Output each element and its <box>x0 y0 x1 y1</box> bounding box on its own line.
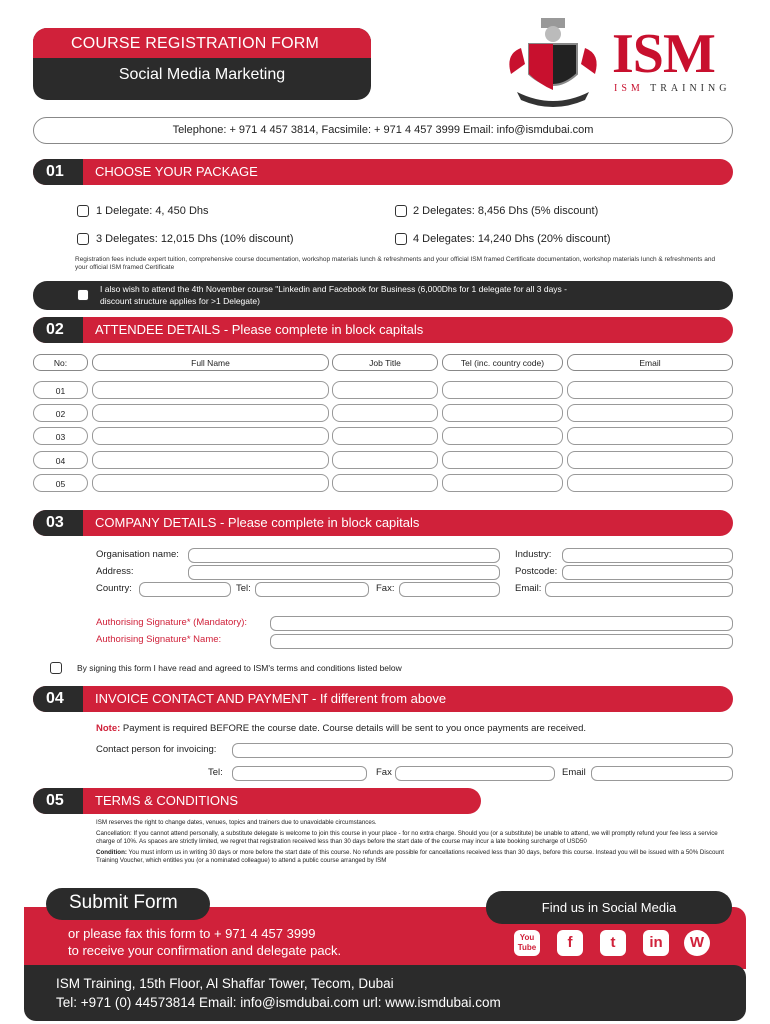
invoice-tel-input[interactable] <box>232 766 367 781</box>
email-input[interactable] <box>567 404 733 422</box>
extra-course-bar <box>33 281 733 310</box>
extra-course-line-2: discount structure applies for >1 Delegate) <box>100 296 260 306</box>
email-input[interactable] <box>567 427 733 445</box>
country-input[interactable] <box>139 582 231 597</box>
package-4-label: 4 Delegates: 14,240 Dhs (20% discount) <box>413 233 611 245</box>
row-number: 01 <box>33 381 88 399</box>
row-number: 02 <box>33 404 88 422</box>
form-title: COURSE REGISTRATION FORM <box>33 28 371 58</box>
email-input[interactable] <box>567 451 733 469</box>
section-title: COMPANY DETAILS - Please complete in block capitals <box>95 515 420 530</box>
section-01-header <box>33 159 733 185</box>
invoice-fax-input[interactable] <box>395 766 555 781</box>
full-name-input[interactable] <box>92 451 329 469</box>
payment-note: Note: Payment is required BEFORE the course date. Course details will be sent to you once payments are received. <box>96 723 587 734</box>
ism-crest-logo <box>503 14 603 114</box>
section-title: INVOICE CONTACT AND PAYMENT - If different from above <box>95 691 447 706</box>
ism-logo-text: ISM <box>612 23 715 85</box>
section-title: TERMS & CONDITIONS <box>95 793 239 808</box>
full-name-input[interactable] <box>92 474 329 492</box>
section-03-header <box>33 510 733 536</box>
contact-bar: Telephone: + 971 4 457 3814, Facsimile: + 971 4 457 3999 Email: info@ismdubai.com <box>33 117 733 144</box>
tel-input[interactable] <box>442 381 563 399</box>
invoice-tel-label: Tel: <box>208 767 223 778</box>
agree-terms-label: By signing this form I have read and agreed to ISM's terms and conditions listed below <box>77 663 402 673</box>
fees-note: Registration fees include expert tuition, comprehensive course documentation, workshop materials lunch & refreshments and your official ISM framed Certificate documentation, workshop materials lunch & refreshments and your official ISM framed Certificate <box>75 256 716 271</box>
submit-form-button[interactable]: Submit Form <box>46 888 210 920</box>
postcode-label: Postcode: <box>515 566 558 577</box>
facebook-icon[interactable]: f <box>557 930 583 956</box>
footer-address: ISM Training, 15th Floor, Al Shaffar Tower, Tecom, Dubai Tel: +971 (0) 44573814 Email: info@ismdubai.com url: www.ismdubai.com <box>24 965 746 1021</box>
course-name: Social Media Marketing <box>118 66 286 83</box>
wordpress-icon[interactable]: W <box>684 930 710 956</box>
tel-input[interactable] <box>442 474 563 492</box>
country-label: Country: <box>96 583 132 594</box>
section-number: 05 <box>33 788 83 814</box>
col-header-email: Email <box>567 354 733 371</box>
form-title-box <box>33 28 371 100</box>
col-header-job-title: Job Title <box>332 354 438 371</box>
tel-input[interactable] <box>442 404 563 422</box>
terms-condition: Condition: You must inform us in writing 30 days or more before the start date of this course. No refunds are possible for cancellations received less than 30 days, before this course. Instead you will be issued with a 50% Discount Training Voucher, which entitles you (or a nominated colleague) to attend a public course arranged by ISM <box>96 849 724 864</box>
terms-change: ISM reserves the right to change dates, venues, topics and trainers due to unavoidable circumstances. <box>96 819 377 826</box>
organisation-label: Organisation name: <box>96 549 179 560</box>
section-number: 01 <box>33 159 83 185</box>
twitter-icon[interactable]: t <box>600 930 626 956</box>
row-number: 04 <box>33 451 88 469</box>
terms-cancellation: Cancellation: If you cannot attend personally, a substitute delegate is welcome to join this course in your place - for no extra charge. Should you (or a substitute) be unable to attend, we will promptly refund your fee less a service charge of 10%. As spaces are strictly limited, we regret that registration received less than 30 days before the start date of the course may incur a late booking surcharge of USD50 <box>96 830 718 845</box>
agree-terms-checkbox[interactable] <box>50 662 62 674</box>
email-input[interactable] <box>567 474 733 492</box>
section-title: CHOOSE YOUR PACKAGE <box>95 164 258 179</box>
full-name-input[interactable] <box>92 381 329 399</box>
contact-person-input[interactable] <box>232 743 733 758</box>
signature-input[interactable] <box>270 616 733 631</box>
col-header-tel: Tel (inc. country code) <box>442 354 563 371</box>
full-name-input[interactable] <box>92 427 329 445</box>
job-title-input[interactable] <box>332 474 438 492</box>
company-email-input[interactable] <box>545 582 733 597</box>
section-title: ATTENDEE DETAILS - Please complete in block capitals <box>95 322 424 337</box>
package-2-checkbox[interactable] <box>395 205 407 217</box>
job-title-input[interactable] <box>332 381 438 399</box>
col-header-no: No: <box>33 354 88 371</box>
fax-instructions: or please fax this form to + 971 4 457 3999 to receive your confirmation and delegate pack. <box>68 926 342 958</box>
tel-label: Tel: <box>236 583 251 594</box>
linkedin-icon[interactable]: in <box>643 930 669 956</box>
company-fax-input[interactable] <box>399 582 500 597</box>
postcode-input[interactable] <box>562 565 733 580</box>
fax-label: Fax: <box>376 583 395 594</box>
tel-input[interactable] <box>442 451 563 469</box>
package-3-checkbox[interactable] <box>77 233 89 245</box>
industry-input[interactable] <box>562 548 733 563</box>
col-header-full-name: Full Name <box>92 354 329 371</box>
address-input[interactable] <box>188 565 500 580</box>
youtube-icon[interactable]: You Tube <box>514 930 540 956</box>
job-title-input[interactable] <box>332 404 438 422</box>
package-2-label: 2 Delegates: 8,456 Dhs (5% discount) <box>413 205 599 217</box>
email-label: Email: <box>515 583 542 594</box>
extra-course-line-1: I also wish to attend the 4th November course "Linkedin and Facebook for Business (6,000Dhs for 1 delegate for all 3 days - <box>100 284 568 294</box>
section-number: 02 <box>33 317 83 343</box>
ism-training-text: ISM TRAINING <box>614 83 731 94</box>
full-name-input[interactable] <box>92 404 329 422</box>
job-title-input[interactable] <box>332 451 438 469</box>
extra-course-checkbox[interactable] <box>77 289 89 301</box>
industry-label: Industry: <box>515 549 552 560</box>
contact-person-label: Contact person for invoicing: <box>96 744 217 755</box>
package-1-checkbox[interactable] <box>77 205 89 217</box>
find-us-social-label: Find us in Social Media <box>486 891 732 924</box>
section-number: 04 <box>33 686 83 712</box>
company-tel-input[interactable] <box>255 582 369 597</box>
invoice-email-label: Email <box>562 767 586 778</box>
section-05-header <box>33 788 481 814</box>
package-4-checkbox[interactable] <box>395 233 407 245</box>
package-3-label: 3 Delegates: 12,015 Dhs (10% discount) <box>96 233 294 245</box>
invoice-fax-label: Fax <box>376 767 392 778</box>
organisation-input[interactable] <box>188 548 500 563</box>
tel-input[interactable] <box>442 427 563 445</box>
address-label: Address: <box>96 566 134 577</box>
signature-name-input[interactable] <box>270 634 733 649</box>
row-number: 03 <box>33 427 88 445</box>
email-input[interactable] <box>567 381 733 399</box>
terms-text <box>96 819 736 868</box>
invoice-email-input[interactable] <box>591 766 733 781</box>
section-number: 03 <box>33 510 83 536</box>
signature-name-label: Authorising Signature* Name: <box>96 634 222 645</box>
row-number: 05 <box>33 474 88 492</box>
section-04-header <box>33 686 733 712</box>
package-1-label: 1 Delegate: 4, 450 Dhs <box>96 205 209 217</box>
section-02-header <box>33 317 733 343</box>
job-title-input[interactable] <box>332 427 438 445</box>
signature-mandatory-label: Authorising Signature* (Mandatory): <box>96 617 248 628</box>
